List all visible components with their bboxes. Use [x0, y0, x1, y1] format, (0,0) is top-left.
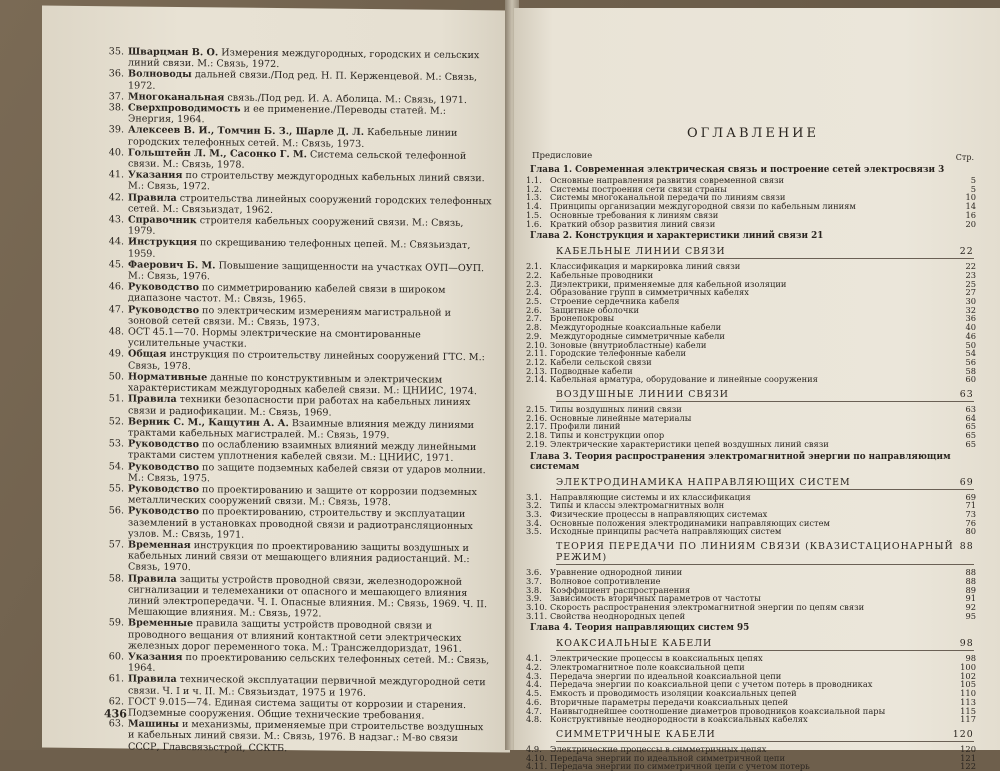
toc-page-number: 73 — [965, 508, 976, 519]
toc-page-number: 22 — [959, 246, 974, 258]
reference-item — [82, 573, 492, 622]
toc-page-number: 21 — [808, 231, 824, 242]
reference-number: 35. — [108, 46, 124, 58]
reference-author: Указания — [128, 651, 183, 663]
reference-item — [82, 539, 492, 577]
reference-author: Алексеев В. И., Томчин Б. З., Шарле Д. Л. — [128, 124, 365, 139]
reference-details: Измерения междугородных, городских и сельских линий связи. М.: Связь, 1972. — [128, 47, 480, 71]
toc-section-heading — [556, 246, 974, 259]
toc-entry-number: 2.1. — [526, 261, 542, 272]
toc-entry-number: 4.8. — [526, 714, 542, 725]
reference-number: 44. — [108, 236, 124, 248]
toc-entry-title: Краткий обзор развития линий связи — [550, 218, 716, 229]
toc-entry-number: 2.16. — [526, 412, 548, 423]
reference-author: Временная — [128, 539, 191, 552]
toc-entry-number: 2.17. — [526, 421, 548, 432]
toc-entry-title: Передача энергии по коаксиальной цепи с учетом потерь в проводниках — [550, 679, 873, 690]
toc-chapter-text: Глава 3. Теория распространения электромагнитной энергии по направляющим системам — [530, 451, 951, 472]
toc-page-number: 95 — [965, 610, 976, 621]
reference-number: 52. — [108, 415, 124, 428]
toc-entry-number: 2.4. — [526, 287, 542, 298]
reference-details: ОСТ 45.1—70. Нормы электрические на смонтированные усилительные участки. — [128, 326, 421, 350]
reference-author: Гольштейн Л. М., Сасонко Г. М. — [128, 147, 307, 161]
reference-author: Правила — [128, 393, 177, 406]
toc-page-number: 23 — [965, 269, 976, 280]
toc-page-number: 30 — [965, 296, 976, 307]
toc-page-number: 63 — [965, 404, 976, 415]
reference-author: Правила — [128, 572, 177, 585]
toc-entry-title: Основные требования к линиям связи — [550, 209, 719, 220]
reference-author: Справочник — [128, 214, 197, 227]
toc-entry-title: Принципы организации междугородной связи по кабельным линиям — [550, 201, 856, 212]
reference-text — [128, 506, 492, 543]
toc-entry-title: Кабельные проводники — [550, 269, 654, 280]
reference-author: Руководство — [128, 460, 199, 473]
toc-entry-number: 3.6. — [526, 567, 542, 578]
toc-entry-number: 3.8. — [526, 584, 542, 595]
toc-page-number: 46 — [965, 330, 976, 341]
toc-entry-title: Наивыгоднейшее соотношение диаметров проводников коаксиальной пары — [550, 705, 886, 716]
toc-page-number: 60 — [965, 374, 976, 385]
toc-entry-number: 3.11. — [526, 610, 548, 621]
toc-entry-number: 4.11. — [526, 761, 548, 771]
reference-details: техники безопасности при работах на кабельных линиях связи и радиофикации. М.: Связь, 1969. — [128, 394, 471, 419]
toc-entry-title: Направляющие системы и их классификация — [550, 491, 751, 502]
toc-page-number: 92 — [965, 601, 976, 612]
reference-author: Руководство — [128, 438, 199, 451]
reference-author: Верник С. М., Кащутин А. А. — [128, 416, 289, 429]
reference-details: и ее применение./Переводы статей. М.: Энергия, 1964. — [128, 103, 446, 126]
toc-page-number: 95 — [733, 623, 750, 634]
toc-entry-title: Защитные оболочки — [550, 304, 640, 315]
toc-entry-number: 2.18. — [526, 430, 548, 441]
toc-entry-number: 2.11. — [526, 348, 548, 359]
toc-page-number: 16 — [965, 209, 976, 220]
toc-chapter-heading — [530, 452, 980, 472]
reference-details: Кабельные линии городских телефонных сетей. М.: Связь, 1973. — [128, 127, 458, 150]
reference-details: Взаимные влияния между линиями трактами кабельных магистралей. М.: Связь, 1979. — [128, 417, 475, 442]
toc-entry-title: Вторичные параметры передачи коаксиальных цепей — [550, 696, 789, 707]
reference-author: Руководство — [128, 505, 199, 518]
reference-details: защиты устройств проводной связи, железнодорожной сигнализации и телемеханики от опасного и мешающего влияния линий электропередачи. Ч. I. Опасные влияния. М.: Связь, 1969. Ч. II. Мешающие влияния. М.: Связь, 1972. — [128, 573, 487, 620]
toc-entry-number: 4.3. — [526, 670, 542, 681]
reference-number: 47. — [108, 303, 124, 316]
toc-entry-number: 2.13. — [526, 365, 548, 376]
reference-number: 36. — [108, 68, 124, 80]
toc-entry-title: Электрические процессы в коаксиальных цепях — [550, 653, 763, 664]
toc-page-number: 10 — [965, 192, 976, 203]
toc-entry-title: Электрические процессы в симметричных цепях — [550, 743, 767, 754]
reference-details: по проектированию сельских телефонных сетей. М.: Связь, 1964. — [128, 651, 490, 674]
toc-entry-number: 4.5. — [526, 688, 542, 699]
toc-entry-title: Междугородные коаксиальные кабели — [550, 322, 722, 333]
reference-number: 51. — [108, 393, 124, 405]
reference-number: 38. — [108, 102, 124, 114]
toc-entry-title: Типы воздушных линий связи — [550, 404, 682, 415]
toc-entry-number: 2.6. — [526, 304, 542, 315]
toc-entry-number: 1.3. — [526, 192, 542, 203]
toc-entry-number: 2.2. — [526, 269, 542, 280]
reference-number: 61. — [108, 673, 124, 685]
toc-entry-title: Передача энергии по идеальной симметричной цепи — [550, 752, 785, 763]
reference-details: строительства линейных сооружений городских телефонных сетей. М.: Связьиздат, 1962. — [128, 192, 492, 216]
toc-entry-title: Физические процессы в направляющих системах — [550, 508, 768, 519]
reference-author: Машины — [128, 718, 179, 731]
toc-entry-number: 3.9. — [526, 593, 542, 604]
toc-entry-title: Классификация и маркировка линий связи — [550, 261, 741, 272]
toc-entry — [526, 612, 980, 621]
toc-entry-title: Электрические характеристики цепей воздушных линий связи — [550, 438, 829, 449]
reference-author: Многоканальная — [128, 91, 225, 104]
reference-number: 53. — [108, 438, 124, 450]
reference-number: 46. — [108, 281, 124, 293]
reference-details: данные по конструктивным и электрическим характеристикам междугородных кабелей связи. М.: ЦНИИС, 1974. — [128, 372, 477, 398]
reference-number: 48. — [108, 326, 124, 338]
toc-entry-number: 4.4. — [526, 679, 542, 690]
toc-chapter-heading — [530, 165, 980, 175]
toc-entry-title: Профили линий — [550, 421, 621, 432]
toc-page-number: 65 — [965, 430, 976, 441]
toc-entry-number: 3.4. — [526, 517, 542, 528]
toc-entry-number: 4.6. — [526, 696, 542, 707]
toc-entry-number: 4.7. — [526, 705, 542, 716]
toc-entry — [526, 762, 980, 771]
reference-number: 49. — [108, 348, 124, 360]
toc-entry-title: Типы и конструкции опор — [550, 430, 665, 441]
toc-entry-title: Основные линейные материалы — [550, 412, 692, 423]
reference-author: Инструкция — [128, 236, 197, 249]
toc-page-number: 25 — [965, 278, 976, 289]
reference-details: строителя кабельных сооружений связи. М.: Связь, 1979. — [128, 215, 464, 237]
toc-entry-title: Междугородные симметричные кабели — [550, 330, 725, 341]
toc-entry-number: 4.2. — [526, 662, 542, 673]
toc-entry-number: 2.3. — [526, 278, 542, 289]
toc-chapter-text: Глава 1. Современная электрическая связь и построение сетей электросвязи — [530, 165, 936, 175]
reference-details: и механизмы, применяемые при строительстве воздушных и кабельных линий связи. М.: Связь, 1976. В надзаг.: М-во связи СССР, Главсвязьстрой, ССКТБ. — [128, 719, 484, 754]
toc-entry — [526, 220, 980, 229]
toc-entry-number: 2.9. — [526, 330, 542, 341]
reference-number: 41. — [108, 169, 124, 181]
toc-entry-title: Кабельная арматура, оборудование и линейные сооружения — [550, 374, 818, 385]
toc-entry — [526, 715, 980, 724]
toc-page-number: 88 — [965, 567, 976, 578]
reference-author: Общая — [128, 348, 167, 361]
toc-page-number: 113 — [960, 696, 976, 707]
toc-page-number: 98 — [965, 653, 976, 664]
reference-item — [82, 718, 492, 756]
toc-entry-title: Системы многоканальной передачи по линиям связи — [550, 192, 786, 203]
reference-author: Сверхпроводимость — [128, 102, 241, 115]
toc-page-number: 50 — [965, 339, 976, 350]
toc-chapter-text: Глава 2. Конструкция и характеристики линий связи — [530, 231, 809, 242]
reference-details: дальней связи./Под ред. Н. П. Керженцевой. М.: Связь, 1972. — [128, 69, 477, 92]
reference-list — [82, 46, 492, 756]
reference-number: 50. — [108, 371, 124, 383]
toc-page-number: 120 — [960, 743, 976, 754]
reference-details: связь./Под ред. И. А. Аболица. М.: Связь, 1971. — [224, 92, 467, 106]
reference-number: 37. — [108, 91, 124, 103]
reference-details: Повышение защищенности на участках ОУП—ОУП. М.: Связь, 1976. — [128, 260, 485, 283]
toc-page-number: 88 — [965, 575, 976, 586]
toc-page-number: 100 — [960, 662, 976, 673]
reference-number: 40. — [108, 147, 124, 159]
toc-entry-number: 3.2. — [526, 500, 542, 511]
toc-entry-number: 2.15. — [526, 404, 548, 415]
toc-page-number: 65 — [965, 421, 976, 432]
toc-entry-title: Электромагнитное поле коаксиальной цепи — [550, 662, 745, 673]
toc-entry-title: Свойства неоднородных цепей — [550, 610, 686, 621]
toc-entry-number: 3.1. — [526, 491, 542, 502]
toc-section-heading — [556, 729, 974, 742]
toc-entry-title: Образование групп в симметричных кабелях — [550, 287, 749, 298]
toc-page-number: 20 — [965, 218, 976, 229]
reference-author: Руководство — [128, 304, 199, 316]
toc-entry-title: Системы построения сети связи страны — [550, 183, 727, 194]
toc-entry-number: 2.8. — [526, 322, 542, 333]
toc-entry-number: 4.1. — [526, 653, 542, 664]
toc-section-heading — [556, 389, 974, 402]
toc-entry-title: Основные положения электродинамики направляющих систем — [550, 517, 830, 528]
toc-entry-number: 4.10. — [526, 752, 548, 763]
toc-page-number: 32 — [965, 304, 976, 315]
toc-list — [526, 165, 980, 771]
toc-page-number: 80 — [965, 526, 976, 537]
toc-entry-title: Основные направления развития современной связи — [550, 175, 785, 185]
toc-entry-title: Конструктивные неоднородности в коаксиальных кабелях — [550, 714, 808, 725]
toc-page-number: 88 — [959, 541, 974, 553]
toc-page-number: 115 — [960, 705, 976, 716]
toc-page-number: 110 — [960, 688, 976, 699]
toc-entry-number: 3.7. — [526, 575, 542, 586]
toc-page-number: 121 — [960, 752, 976, 763]
toc-section-text: КАБЕЛЬНЫЕ ЛИНИИ СВЯЗИ — [556, 246, 726, 258]
reference-number: 56. — [108, 505, 124, 517]
toc-page-number: 102 — [960, 670, 976, 681]
reference-author: Фаерович Б. М. — [128, 259, 216, 272]
toc-section-heading — [556, 638, 974, 651]
reference-author: Волноводы — [128, 68, 192, 81]
toc-entry-number: 4.9. — [526, 743, 542, 754]
toc-entry-title: Подводные кабели — [550, 365, 633, 376]
reference-text — [128, 618, 492, 655]
reference-number: 57. — [108, 539, 124, 551]
reference-details: по проектированию, строительству и эксплуатации заземлений в установках проводной связи и радиотрансляционных узлов. М.: Связь, 1971. — [128, 506, 473, 541]
reference-item — [82, 617, 492, 655]
toc-page-number: 63 — [959, 389, 974, 401]
toc-section-heading — [556, 477, 974, 490]
toc-section-text: ВОЗДУШНЫЕ ЛИНИИ СВЯЗИ — [556, 389, 729, 401]
reference-details: правила защиты устройств проводной связи и проводного вещания от влияний контактной сети электрических железных дорог переменного тока. М.: Трансжелдориздат, 1961. — [128, 618, 462, 655]
toc-entry-title: Кабели сельской связи — [550, 356, 652, 367]
reference-number: 62. — [108, 696, 124, 708]
reference-author: Временные — [128, 617, 194, 630]
toc-entry-title: Волновое сопротивление — [550, 575, 661, 586]
reference-number: 59. — [108, 617, 124, 629]
toc-entry-number: 2.10. — [526, 339, 548, 350]
reference-details: инструкция по проектированию защиты воздушных и кабельных линий связи от мешающего влияния радиостанций. М.: Связь, 1970. — [128, 540, 470, 574]
toc-page-number: 22 — [965, 261, 976, 272]
toc-page-number: 3 — [935, 165, 945, 175]
toc-entry — [526, 440, 980, 449]
toc-preface: Предисловие — [532, 151, 593, 161]
toc-section-text: ЭЛЕКТРОДИНАМИКА НАПРАВЛЯЮЩИХ СИСТЕМ — [556, 476, 851, 488]
toc-entry-number: 2.19. — [526, 438, 548, 449]
toc-entry-number: 1.5. — [526, 209, 542, 220]
reference-details: по проектированию и защите от коррозии подземных металлических сооружений связи. М.: Связь, 1978. — [128, 484, 477, 509]
toc-entry-title: Уравнение однородной линии — [550, 567, 683, 578]
toc-page-column-label: Стр. — [955, 153, 974, 162]
toc-entry-number: 2.7. — [526, 313, 542, 324]
reference-number: 45. — [108, 259, 124, 271]
toc-page-number: 36 — [965, 313, 976, 324]
reference-author: Правила — [128, 192, 177, 204]
toc-entry-title: Зоновые (внутриобластные) кабели — [550, 339, 707, 350]
toc-entry-number: 3.3. — [526, 508, 542, 519]
toc-page-number: 117 — [960, 714, 976, 725]
toc-page-number: 58 — [965, 365, 976, 376]
toc-page-number: 27 — [965, 287, 976, 298]
toc-entry — [526, 527, 980, 536]
toc-entry — [526, 375, 980, 384]
toc-chapter-text: Глава 4. Теория направляющих систем — [530, 623, 734, 634]
reference-details: по электрическим измерениям магистральной и зоновой сетей связи. М.: Связь, 1973. — [128, 304, 451, 329]
toc-entry-number: 3.5. — [526, 526, 542, 537]
toc-page-number: 89 — [965, 584, 976, 595]
reference-author: Руководство — [128, 281, 199, 294]
toc-entry-title: Исходные принципы расчета направляющих систем — [550, 526, 782, 537]
toc-entry-title: Коэффициент распространения — [550, 584, 691, 595]
reference-details: инструкция по строительству линейных сооружений ГТС. М.: Связь, 1978. — [128, 349, 485, 372]
reference-details: Система сельской телефонной связи. М.: Связь, 1978. — [128, 149, 467, 171]
reference-details: по ослаблению взаимных влияний между линейными трактами систем уплотнения кабелей связи. М.: ЦНИИС, 1971. — [128, 439, 477, 465]
toc-entry-number: 2.14. — [526, 374, 548, 385]
toc-entry-title: Емкость и проводимость изоляции коаксиальных цепей — [550, 688, 797, 699]
toc-section-text: ТЕОРИЯ ПЕРЕДАЧИ ПО ЛИНИЯМ СВЯЗИ (КВАЗИСТАЦИОНАРНЫЙ РЕЖИМ) — [556, 541, 954, 564]
reference-number: 60. — [108, 651, 124, 663]
reference-number: 63. — [108, 718, 124, 730]
toc-page-number: 40 — [965, 322, 976, 333]
toc-page-number: 105 — [960, 679, 976, 690]
reference-number: 54. — [108, 460, 124, 472]
toc-entry-title: Городские телефонные кабели — [550, 348, 687, 359]
toc-entry-number: 1.2. — [526, 183, 542, 194]
toc-entry-title: Диэлектрики, применяемые для кабельной изоляции — [550, 278, 787, 289]
toc-entry-title: Передача энергии по идеальной коаксиальной цепи — [550, 670, 782, 681]
reference-number: 58. — [108, 572, 124, 584]
toc-page-number: 5 — [970, 175, 976, 185]
left-page — [42, 6, 510, 753]
reference-author: Указания — [128, 169, 183, 182]
reference-author: Правила — [128, 673, 177, 686]
reference-details: по защите подземных кабелей связи от ударов молнии. М.: Связь, 1975. — [128, 461, 486, 485]
toc-section-heading — [556, 541, 974, 565]
toc-page-number: 91 — [965, 593, 976, 604]
reference-text — [128, 539, 492, 576]
reference-number: 39. — [108, 124, 124, 136]
toc-entry-number: 2.12. — [526, 356, 548, 367]
page-number: 436 — [104, 707, 127, 721]
toc-page-number: 64 — [965, 412, 976, 423]
toc-entry-title: Скорость распространения электромагнитной энергии по цепям связи — [550, 601, 865, 612]
reference-number: 42. — [108, 191, 124, 204]
toc-page-number: 14 — [965, 201, 976, 212]
toc-entry-number: 1.1. — [526, 175, 542, 185]
toc-page-number: 98 — [959, 638, 974, 650]
reference-author: Нормативные — [128, 371, 208, 384]
toc-page-number: 120 — [952, 728, 974, 740]
toc-entry-number: 3.10. — [526, 601, 548, 612]
right-page — [514, 8, 1000, 771]
reference-details: по скрещиванию телефонных цепей. М.: Связьиздат, 1959. — [128, 237, 471, 260]
toc-entry-title: Типы и классы электромагнитных волн — [550, 500, 725, 511]
reference-item — [82, 505, 492, 543]
toc-page-number: 71 — [965, 500, 976, 511]
toc-page-number: 69 — [965, 491, 976, 502]
toc-page-number: 54 — [965, 348, 976, 359]
reference-number: 43. — [108, 214, 124, 226]
toc-entry-number: 1.6. — [526, 218, 542, 229]
reference-details: по строительству междугородных кабельных линий связи. М.: Связь, 1972. — [128, 170, 485, 193]
reference-number: 55. — [108, 483, 124, 495]
reference-details: технической эксплуатации первичной междугородной сети связи. Ч. I и ч. II. М.: Связьиздат, 1975 и 1976. — [128, 674, 486, 699]
toc-entry-title: Бронепокровы — [550, 313, 615, 324]
toc-entry-number: 2.5. — [526, 296, 542, 307]
reference-text — [128, 573, 492, 622]
toc-page-number: 76 — [965, 517, 976, 528]
reference-author: Шварцман В. О. — [128, 46, 219, 59]
toc-section-text: СИММЕТРИЧНЫЕ КАБЕЛИ — [556, 728, 716, 740]
toc-page-number: 5 — [970, 183, 976, 194]
reference-details: ГОСТ 9.015—74. Единая система защиты от коррозии и старения. Подземные сооружения. Общие технические требования. — [128, 696, 467, 722]
toc-page-number: 69 — [959, 476, 974, 488]
reference-author: Руководство — [128, 483, 199, 496]
reference-text — [128, 719, 492, 756]
toc-entry-number: 1.4. — [526, 201, 542, 212]
reference-details: по симметрированию кабелей связи в широком диапазоне частот. М.: Связь, 1965. — [128, 282, 446, 306]
toc-section-text: КОАКСИАЛЬНЫЕ КАБЕЛИ — [556, 638, 713, 650]
toc-entry-title: Строение сердечника кабеля — [550, 296, 680, 307]
toc-page-number: 56 — [965, 356, 976, 367]
toc-page-number: 65 — [965, 438, 976, 449]
toc-page-number: 122 — [960, 761, 976, 771]
toc-title: ОГЛАВЛЕНИЕ — [686, 126, 819, 141]
toc-chapter-heading — [530, 623, 980, 633]
toc-entry-title: Зависимость вторичных параметров от частоты — [550, 593, 761, 604]
toc-entry-title: Передача энергии по симметричной цепи с учетом потерь — [550, 761, 810, 771]
toc-chapter-heading — [530, 231, 980, 241]
